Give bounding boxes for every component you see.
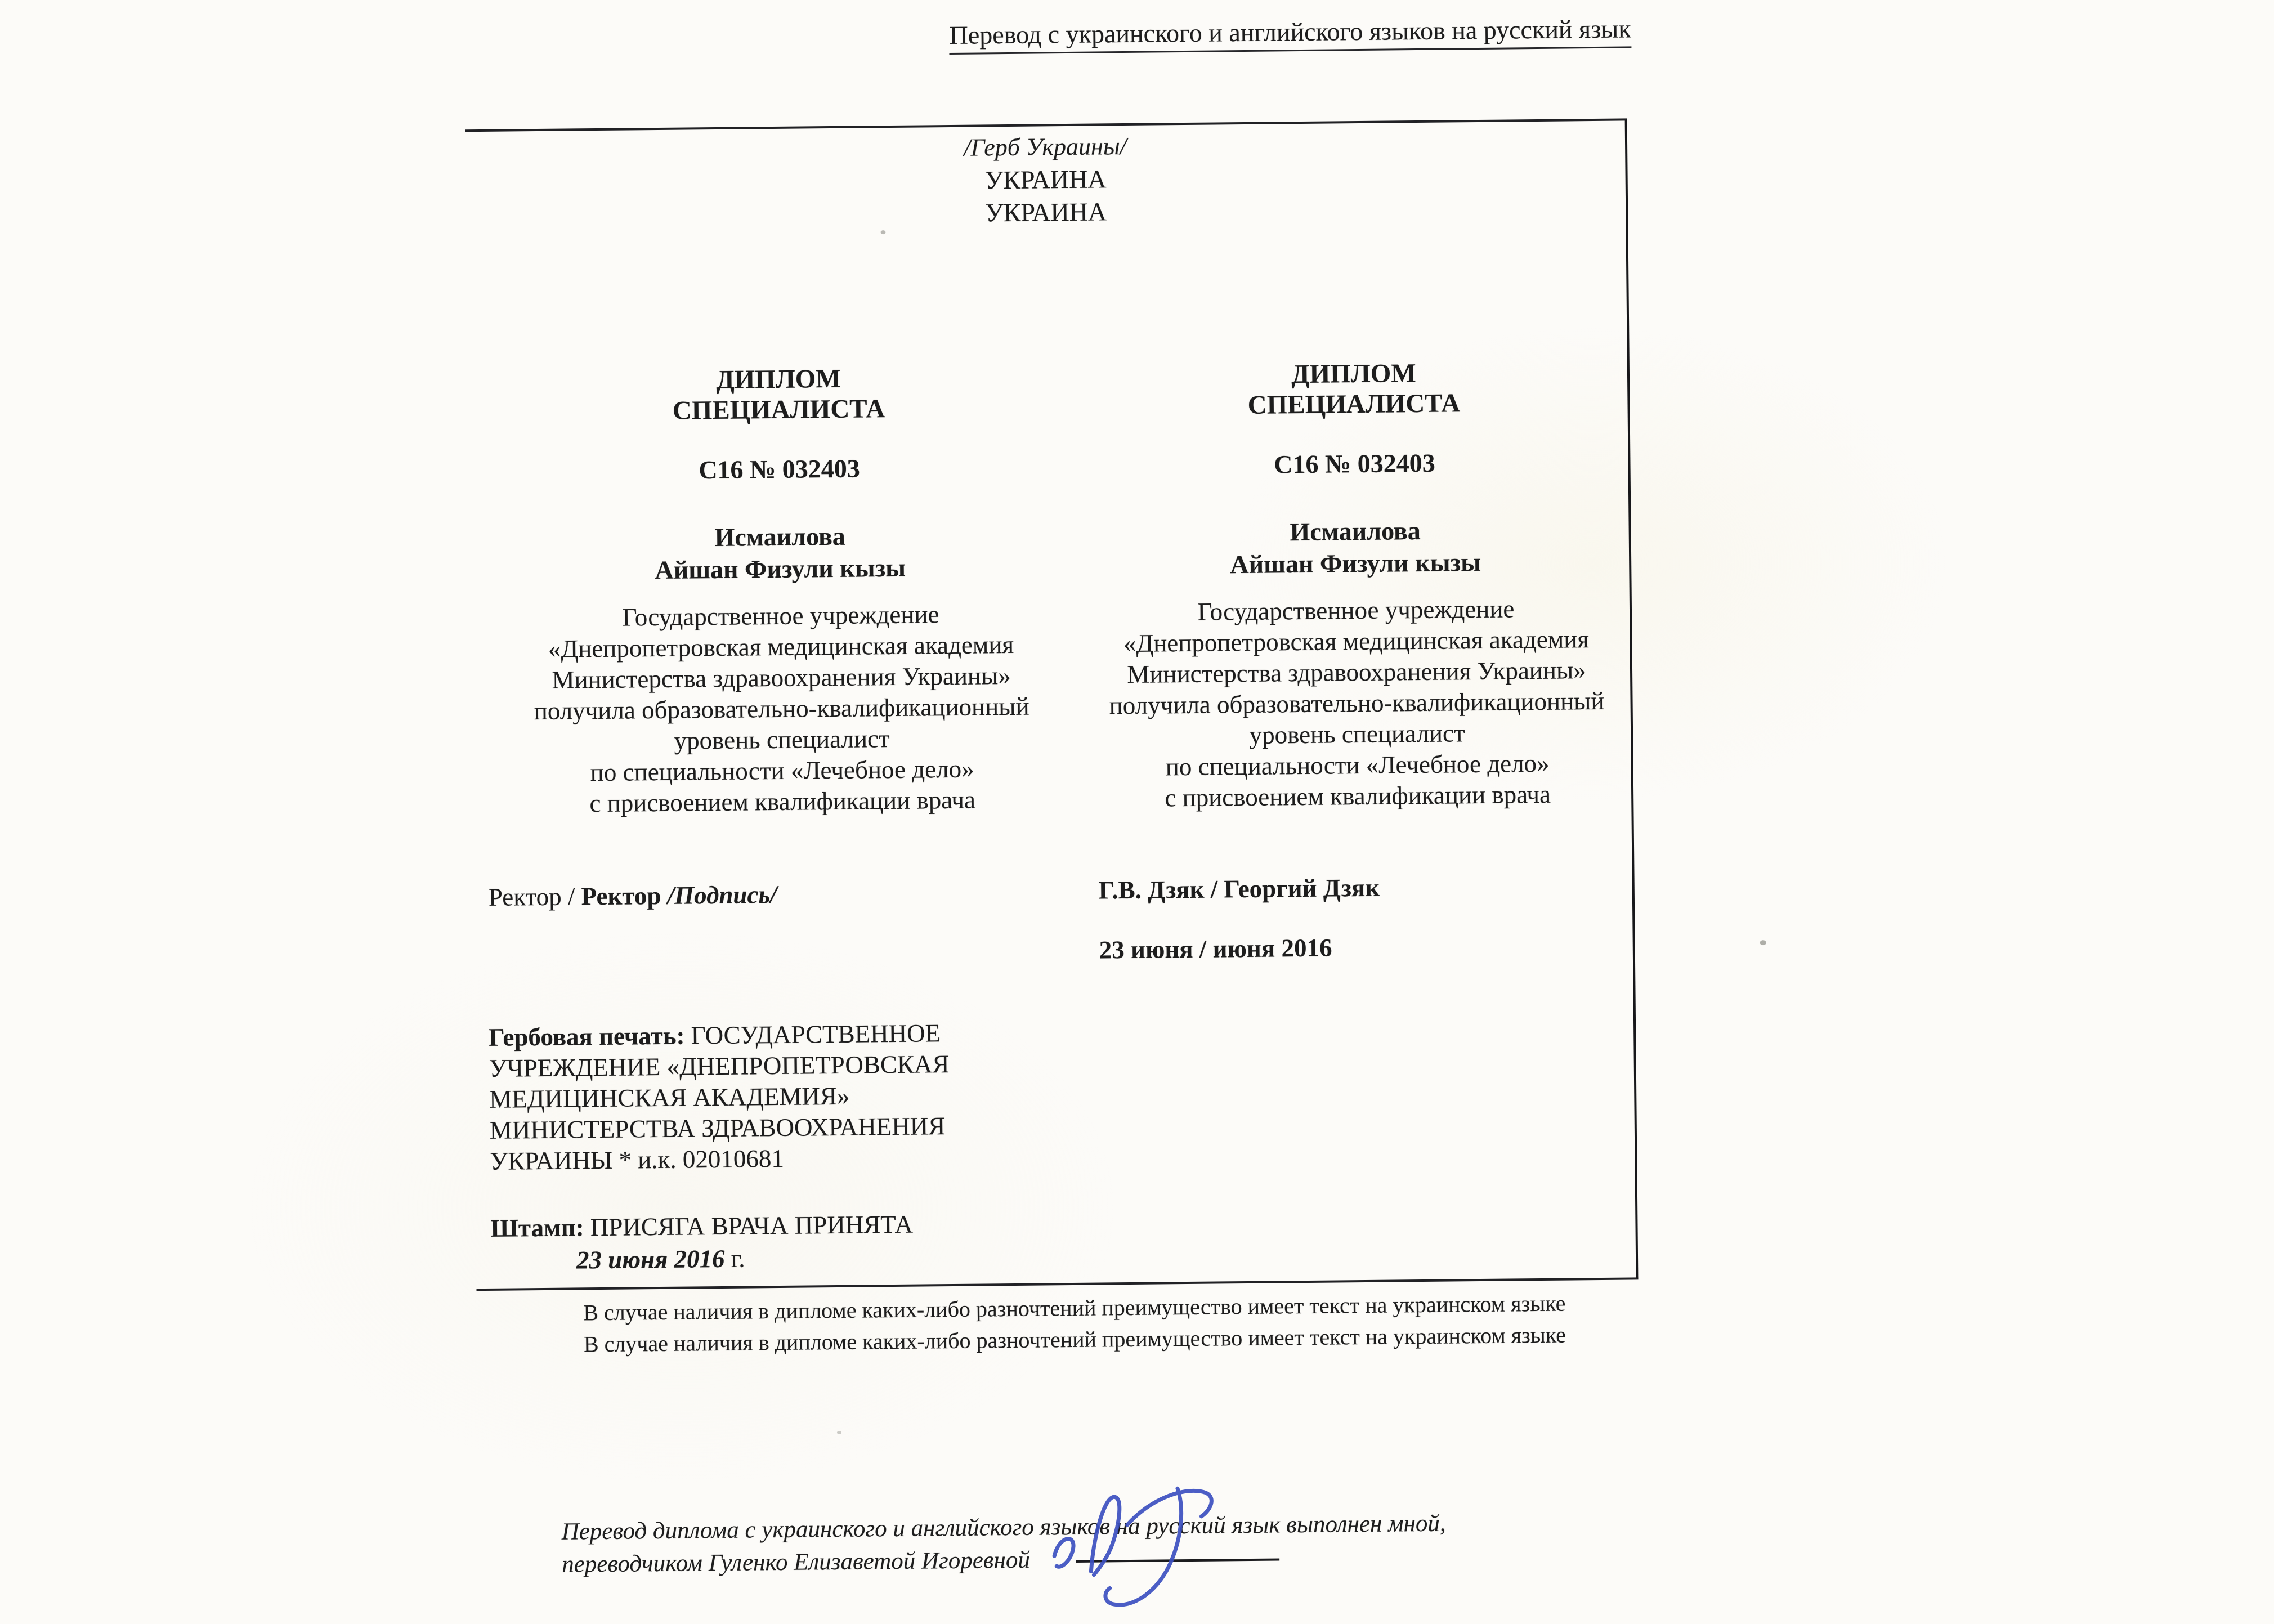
diploma-serial-right: С16 № 032403 — [1274, 448, 1435, 479]
stamp-description — [490, 1210, 913, 1243]
seal-line — [489, 1017, 1051, 1053]
country-name-ru: УКРАИНА — [985, 197, 1107, 227]
diploma-title-line2: СПЕЦИАЛИСТА — [672, 394, 885, 426]
diploma-body-line: с присвоением квалификации врача — [589, 785, 976, 818]
diploma-body-line: Государственное учреждение — [1197, 594, 1515, 626]
diploma-body-line: по специальности «Лечебное дело» — [590, 754, 974, 787]
coat-of-arms-note: /Герб Украины/ — [964, 132, 1127, 162]
rector-signature-line — [489, 880, 777, 912]
handwritten-signature — [1037, 1468, 1297, 1614]
seal-description — [489, 1017, 1053, 1177]
diploma-body-line: по специальности «Лечебное дело» — [1165, 749, 1550, 781]
translator-name-line: переводчиком Гуленко Елизаветой Игоревной — [561, 1546, 1031, 1578]
paper-speck — [837, 1431, 841, 1434]
holder-given-names: Айшан Физули кызы — [655, 553, 906, 585]
document-header — [465, 125, 1626, 234]
translation-direction-text: Перевод с украинского и английского языков на русский язык — [949, 14, 1631, 55]
seal-text: ГОСУДАРСТВЕННОЕ — [684, 1019, 941, 1050]
seal-line: МЕДИЦИНСКАЯ АКАДЕМИЯ» — [489, 1081, 850, 1113]
disclaimer-line: В случае наличия в дипломе каких-либо разночтений преимущество имеет текст на украинском языке — [583, 1290, 1566, 1326]
diploma-body-line: с присвоением квалификации врача — [1165, 780, 1551, 812]
diploma-title-line1: ДИПЛОМ — [716, 364, 841, 395]
holder-surname: Исмаилова — [1290, 516, 1421, 547]
diploma-body-line: уровень специалист — [1249, 719, 1465, 749]
diploma-body-line: «Днепропетровская медицинская академия — [1123, 625, 1590, 658]
diploma-body-line: «Днепропетровская медицинская академия — [548, 630, 1014, 663]
signature-placeholder-note: /Подпись/ — [661, 880, 777, 910]
seal-line: УКРАИНЫ * и.к. 02010681 — [490, 1144, 785, 1175]
diploma-body-right — [1075, 592, 1640, 815]
rector-label-translated: Ректор — [581, 881, 661, 911]
holder-surname: Исмаилова — [714, 521, 846, 552]
diploma-body-line: получила образовательно-квалификационный — [1109, 686, 1605, 720]
diploma-title-left — [497, 361, 1060, 428]
paper-speck — [880, 230, 885, 234]
diploma-title-right — [1072, 356, 1636, 422]
disclaimer-line: В случае наличия в дипломе каких-либо разночтений преимущество имеет текст на украинском языке — [583, 1322, 1566, 1357]
country-name-uk: УКРАИНА — [984, 164, 1107, 195]
stamp-date-suffix: г. — [724, 1244, 745, 1273]
diploma-body-line: уровень специалист — [674, 724, 890, 755]
diploma-body-line: Министерства здравоохранения Украины» — [1127, 656, 1586, 689]
discrepancy-disclaimer — [450, 1286, 1700, 1361]
seal-line: УЧРЕЖДЕНИЕ «ДНЕПРОПЕТРОВСКАЯ — [489, 1050, 950, 1082]
diploma-title-line2: СПЕЦИАЛИСТА — [1247, 388, 1461, 420]
holder-name-right — [1073, 512, 1637, 582]
translator-statement — [561, 1507, 1446, 1581]
rector-label: Ректор / — [488, 882, 581, 911]
stamp-label: Штамп: — [490, 1213, 584, 1242]
translator-statement-line1: Перевод диплома с украинского и английского языков на русский язык выполнен мной, — [561, 1510, 1446, 1545]
rector-name-line: Г.В. Дзяк / Георгий Дзяк — [1098, 873, 1380, 905]
stamp-date — [576, 1244, 745, 1275]
holder-given-names: Айшан Физули кызы — [1230, 547, 1481, 579]
seal-label: Гербовая печать: — [488, 1021, 685, 1052]
issue-date-line: 23 июня / июня 2016 — [1099, 933, 1332, 964]
seal-line: МИНИСТЕРСТВА ЗДРАВООХРАНЕНИЯ — [489, 1112, 946, 1144]
diploma-body-line: получила образовательно-квалификационный — [534, 692, 1029, 726]
stamp-date-value: 23 июня 2016 — [576, 1244, 725, 1274]
stamp-text: ПРИСЯГА ВРАЧА ПРИНЯТА — [584, 1210, 914, 1242]
diploma-body-line: Министерства здравоохранения Украины» — [552, 661, 1011, 694]
paper-speck — [1760, 940, 1766, 945]
diploma-title-line1: ДИПЛОМ — [1291, 359, 1416, 390]
diploma-body-line: Государственное учреждение — [622, 600, 939, 632]
diploma-serial-left: С16 № 032403 — [699, 454, 860, 485]
diploma-body-left — [499, 598, 1064, 820]
translation-direction-header — [893, 13, 1687, 55]
holder-name-left — [498, 518, 1062, 588]
